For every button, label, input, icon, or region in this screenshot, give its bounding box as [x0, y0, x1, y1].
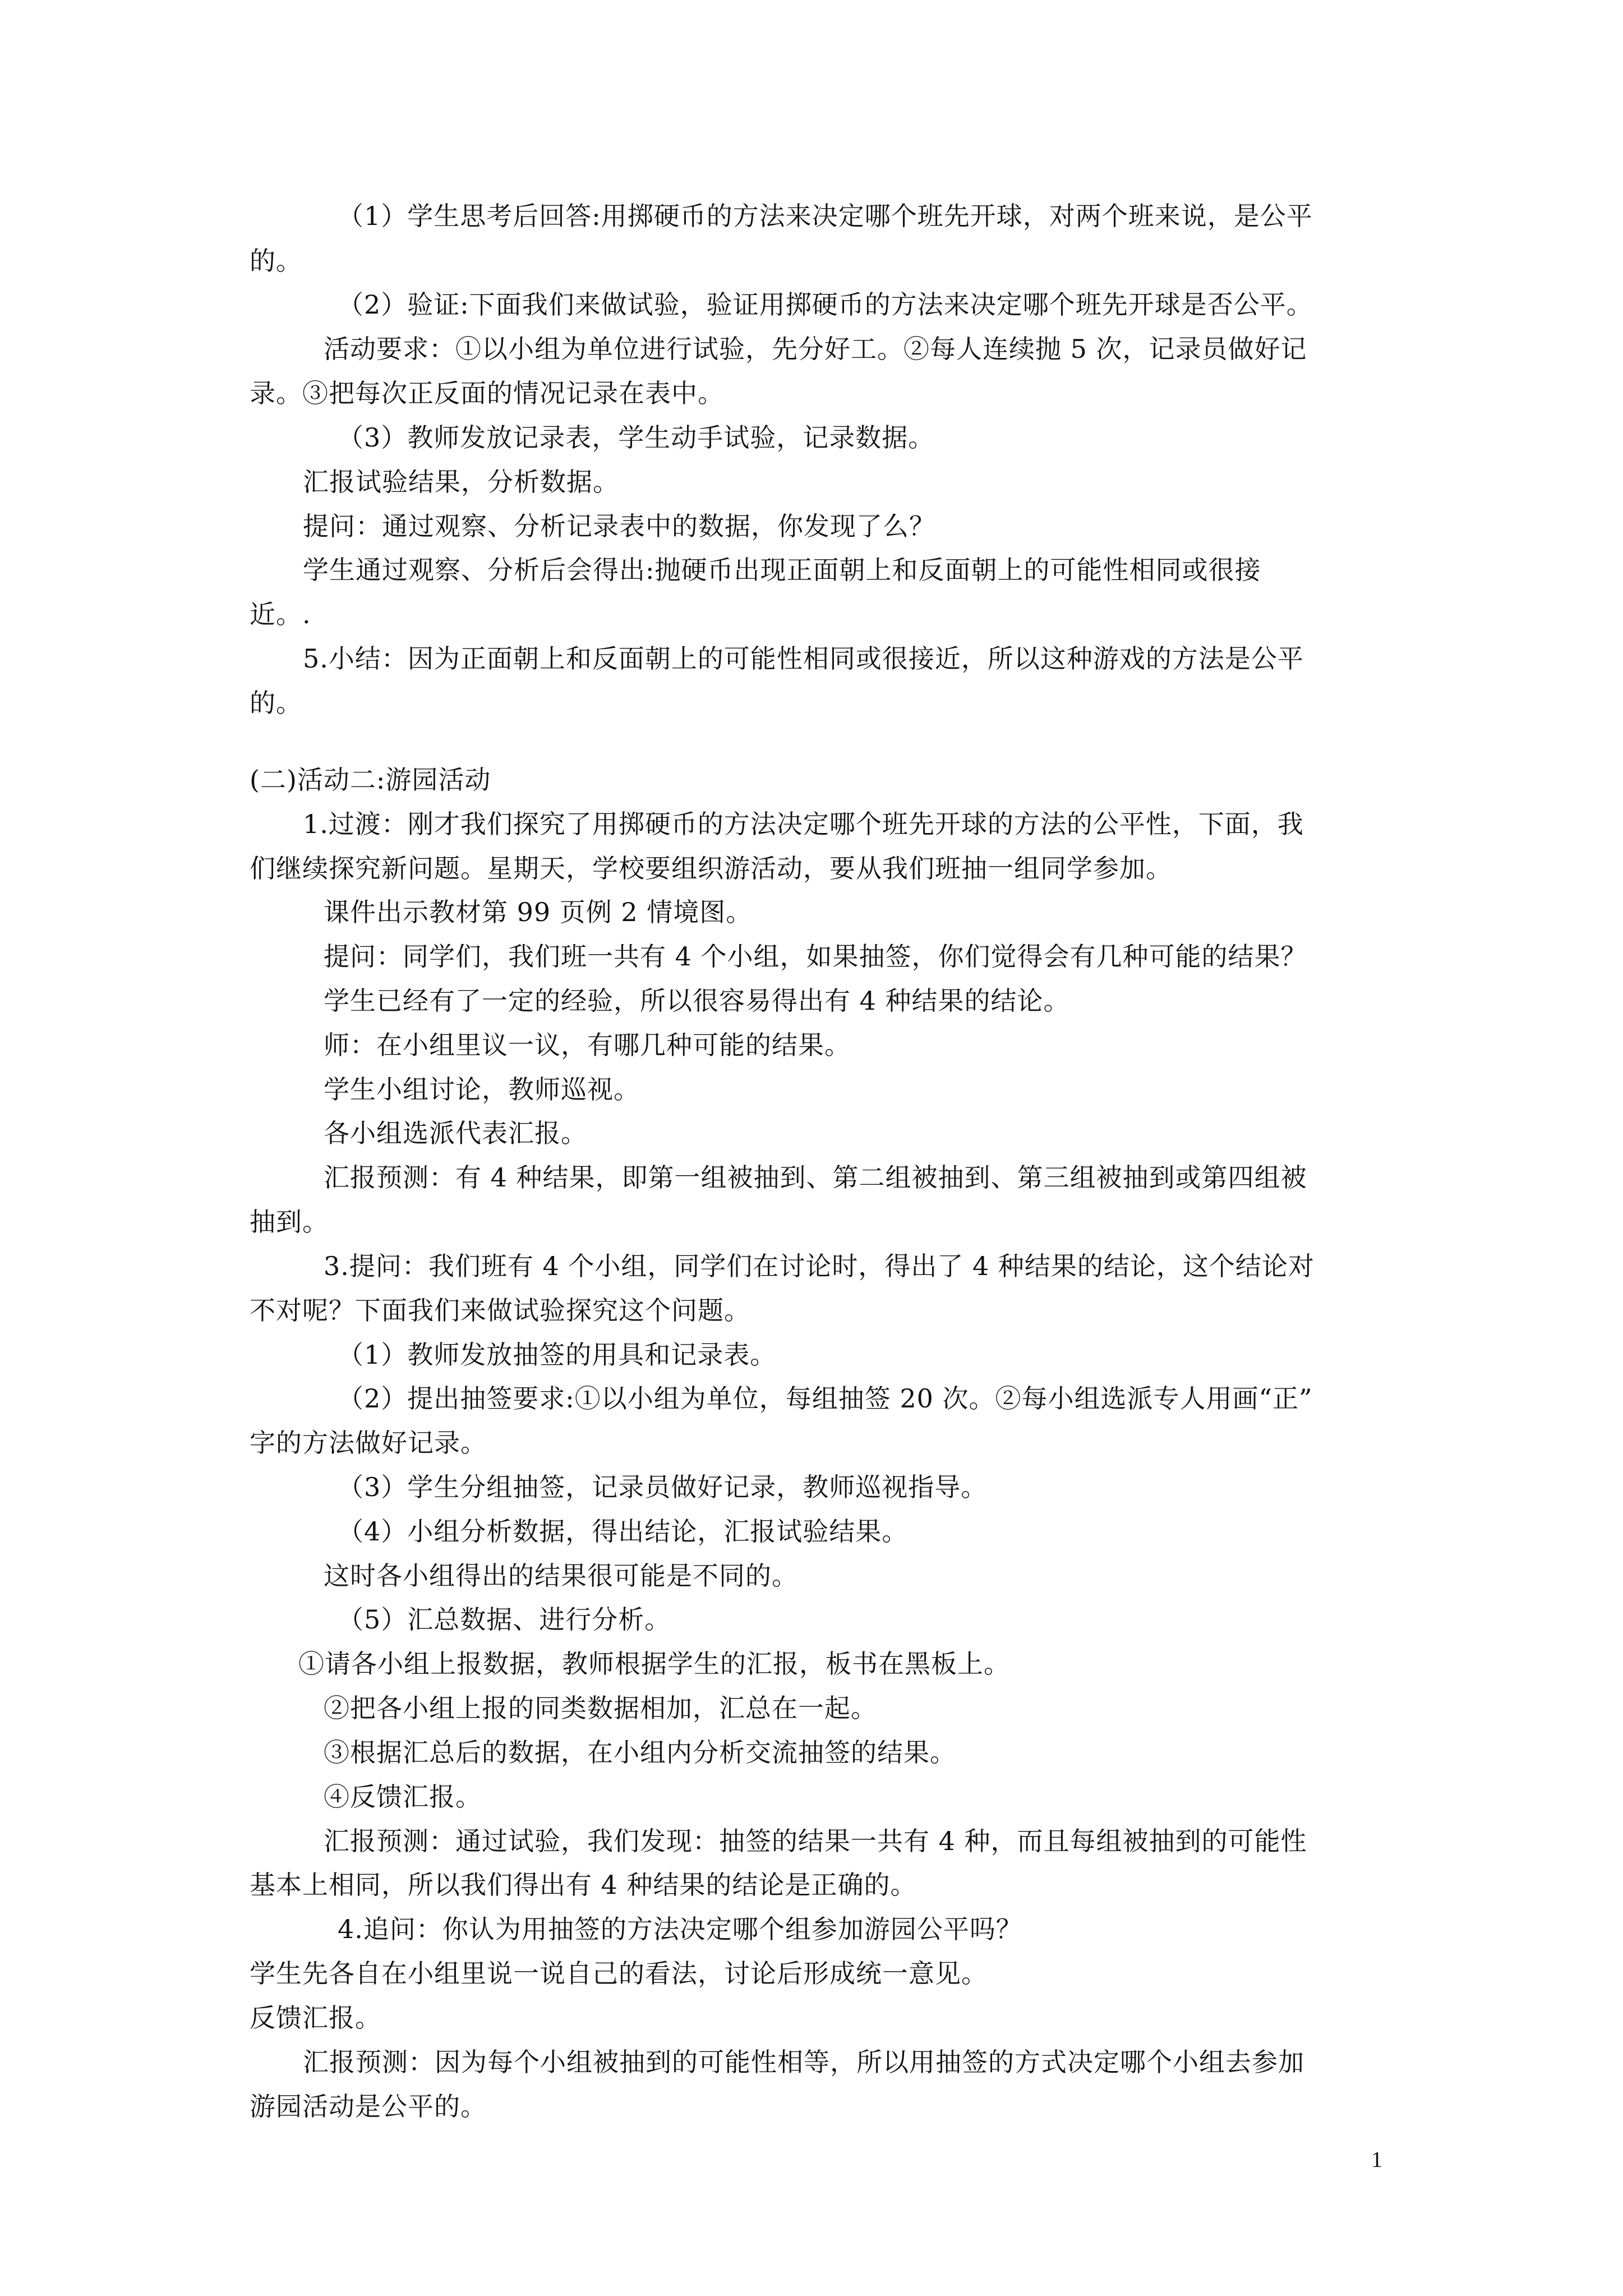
text-line: （5）汇总数据、进行分析。 — [338, 1604, 671, 1635]
text-line: 游园活动是公平的。 — [250, 2091, 487, 2122]
text-line: 学生先各自在小组里说一说自己的看法，讨论后形成统一意见。 — [250, 1958, 988, 1989]
text-line: 学生已经有了一定的经验，所以很容易得出有 4 种结果的结论。 — [324, 986, 1070, 1016]
section-heading: (二)活动二:游园活动 — [250, 765, 491, 795]
text-line: 近。. — [250, 599, 311, 629]
text-line: 5.小结：因为正面朝上和反面朝上的可能性相同或很接近，所以这种游戏的方法是公平 — [303, 643, 1304, 674]
text-line: 1.过渡：刚才我们探究了用掷硬币的方法决定哪个班先开球的方法的公平性，下面，我 — [303, 809, 1304, 839]
text-line: 抽到。 — [250, 1207, 329, 1237]
text-line: 学生小组讨论，教师巡视。 — [324, 1074, 640, 1105]
text-line: 活动要求：①以小组为单位进行试验，先分好工。②每人连续抛 5 次，记录员做好记 — [324, 334, 1307, 364]
text-line: 提问：通过观察、分析记录表中的数据，你发现了么？ — [303, 511, 935, 541]
text-line: 汇报预测：通过试验，我们发现：抽签的结果一共有 4 种，而且每组被抽到的可能性 — [324, 1826, 1307, 1856]
text-line: （3）教师发放记录表，学生动手试验，记录数据。 — [338, 422, 935, 453]
text-line: （1）教师发放抽签的用具和记录表。 — [338, 1340, 777, 1370]
text-line: 师：在小组里议一议，有哪几种可能的结果。 — [324, 1030, 851, 1060]
text-line: 录。③把每次正反面的情况记录在表中。 — [250, 378, 724, 408]
text-line: （2）验证:下面我们来做试验，验证用掷硬币的方法来决定哪个班先开球是否公平。 — [338, 289, 1313, 320]
text-line: 3.提问：我们班有 4 个小组，同学们在讨论时，得出了 4 种结果的结论，这个结论对 — [324, 1251, 1315, 1281]
text-line: （2）提出抽签要求:①以小组为单位，每组抽签 20 次。②每小组选派专人用画“正” — [338, 1383, 1313, 1414]
text-line: （4）小组分析数据，得出结论，汇报试验结果。 — [338, 1516, 909, 1547]
text-line: 基本上相同，所以我们得出有 4 种结果的结论是正确的。 — [250, 1870, 917, 1900]
text-line: 汇报预测：因为每个小组被抽到的可能性相等，所以用抽签的方式决定哪个小组去参加 — [303, 2047, 1304, 2077]
text-line: 的。 — [250, 688, 302, 718]
text-line: 汇报试验结果，分析数据。 — [303, 467, 619, 497]
text-line: 不对呢？下面我们来做试验探究这个问题。 — [250, 1295, 750, 1326]
text-line: 4.追问：你认为用抽签的方法决定哪个组参加游园公平吗？ — [338, 1914, 1022, 1944]
page-number: 1 — [1371, 2147, 1382, 2172]
text-line: （3）学生分组抽签，记录员做好记录，教师巡视指导。 — [338, 1472, 988, 1502]
text-line: （1）学生思考后回答:用掷硬币的方法来决定哪个班先开球，对两个班来说，是公平 — [338, 201, 1313, 231]
text-line: ①请各小组上报数据，教师根据学生的汇报，板书在黑板上。 — [298, 1649, 1010, 1679]
text-line: 们继续探究新问题。星期天，学校要组织游活动，要从我们班抽一组同学参加。 — [250, 853, 1172, 884]
text-line: 学生通过观察、分析后会得出:抛硬币出现正面朝上和反面朝上的可能性相同或很接 — [303, 555, 1261, 585]
text-line: ③根据汇总后的数据，在小组内分析交流抽签的结果。 — [324, 1737, 956, 1768]
text-line: 各小组选派代表汇报。 — [324, 1118, 587, 1148]
text-line: 字的方法做好记录。 — [250, 1428, 487, 1458]
text-line: 反馈汇报。 — [250, 2003, 381, 2033]
text-line: 课件出示教材第 99 页例 2 情境图。 — [324, 897, 753, 927]
text-line: ④反馈汇报。 — [324, 1782, 482, 1812]
text-line: 的。 — [250, 246, 302, 276]
text-line: ②把各小组上报的同类数据相加，汇总在一起。 — [324, 1693, 877, 1723]
text-line: 汇报预测：有 4 种结果，即第一组被抽到、第二组被抽到、第三组被抽到或第四组被 — [324, 1162, 1307, 1193]
text-line: 这时各小组得出的结果很可能是不同的。 — [324, 1561, 798, 1591]
text-line: 提问：同学们，我们班一共有 4 个小组，如果抽签，你们觉得会有几种可能的结果？ — [324, 941, 1307, 972]
